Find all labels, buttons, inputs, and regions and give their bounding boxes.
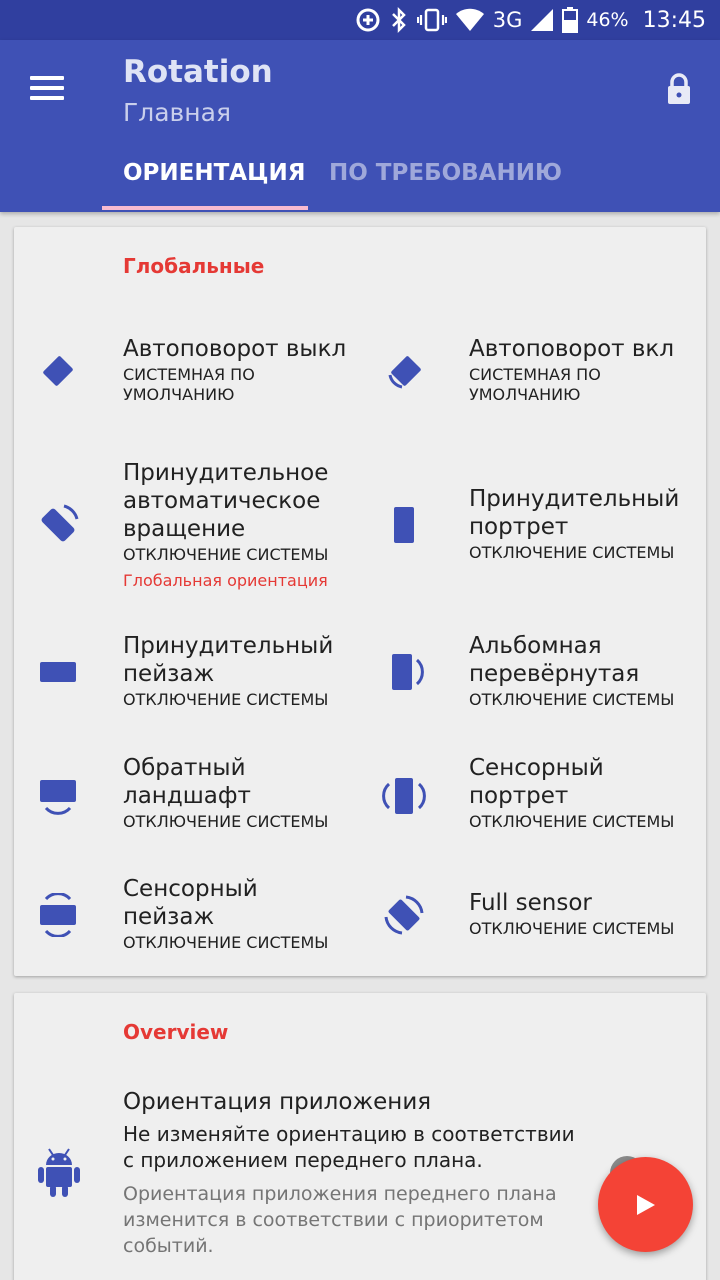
option-subtitle: СИСТЕМНАЯ ПО УМОЛЧАНИЮ [123, 365, 255, 404]
vibrate-icon [417, 7, 447, 33]
option-full-sensor[interactable] [360, 889, 700, 959]
option-forced-portrait[interactable] [360, 485, 700, 575]
sensor-portrait-icon [382, 774, 426, 818]
option-subtitle: ОТКЛЮЧЕНИЕ СИСТЕМЫ [469, 543, 675, 562]
bluetooth-icon [389, 6, 409, 34]
battery-level: 46% [586, 9, 629, 31]
app-orientation-title: Ориентация приложения [123, 1089, 432, 1115]
option-title: Принудительное автоматическое вращение [123, 460, 329, 542]
option-subtitle: СИСТЕМНАЯ ПО УМОЛЧАНИЮ [469, 365, 601, 404]
menu-icon[interactable] [30, 76, 64, 100]
wifi-icon [455, 8, 485, 32]
app-title: Rotation [123, 54, 273, 90]
app-orientation-description: Не изменяйте ориентацию в соответствии с приложением переднего плана. [123, 1122, 575, 1172]
option-note: Глобальная ориентация [123, 571, 328, 590]
clock: 13:45 [642, 7, 706, 33]
portrait-icon [382, 503, 426, 547]
option-reverse-landscape-alt[interactable] [14, 754, 354, 844]
full-sensor-icon [382, 893, 426, 937]
tab-orientation[interactable]: ОРИЕНТАЦИЯ [123, 160, 306, 186]
app-bar [0, 40, 720, 212]
status-bar [0, 0, 720, 40]
sensor-landscape-icon [36, 893, 80, 937]
option-title: Альбомная перевёрнутая [469, 633, 640, 687]
app-subtitle: Главная [123, 98, 231, 127]
reverse-landscape-alt-icon [36, 774, 80, 818]
option-title: Принудительный портрет [469, 486, 680, 540]
option-auto-rotate-off[interactable] [14, 327, 354, 427]
forced-auto-rotate-icon [36, 503, 80, 547]
option-title: Сенсорный портрет [469, 755, 604, 809]
global-card [14, 227, 706, 976]
auto-rotate-on-icon [382, 349, 426, 393]
network-type: 3G [492, 8, 523, 32]
option-sensor-landscape[interactable] [14, 875, 354, 965]
tab-on-demand[interactable]: ПО ТРЕБОВАНИЮ [329, 160, 562, 186]
option-forced-auto-rotate[interactable] [14, 459, 354, 599]
option-title: Full sensor [469, 890, 592, 916]
battery-icon [562, 7, 578, 33]
signal-icon [530, 8, 554, 32]
option-title: Сенсорный пейзаж [123, 876, 258, 930]
option-auto-rotate-on[interactable] [360, 327, 700, 427]
tab-indicator [102, 206, 308, 210]
auto-rotate-off-icon [36, 349, 80, 393]
option-sensor-portrait[interactable] [360, 754, 700, 844]
option-subtitle: ОТКЛЮЧЕНИЕ СИСТЕМЫ [123, 690, 329, 709]
option-title: Принудительный пейзаж [123, 633, 334, 687]
play-button[interactable] [598, 1157, 693, 1252]
section-title-global: Глобальные [123, 254, 265, 278]
option-reverse-landscape[interactable] [360, 632, 700, 722]
section-title-overview: Overview [123, 1020, 229, 1044]
option-title: Автоповорот вкл [469, 336, 675, 362]
option-subtitle: ОТКЛЮЧЕНИЕ СИСТЕМЫ [469, 812, 675, 831]
option-subtitle: ОТКЛЮЧЕНИЕ СИСТЕМЫ [123, 545, 329, 564]
lock-icon[interactable] [664, 73, 694, 105]
app-orientation-secondary: Ориентация приложения переднего плана изменится в соответствии с приоритетом событий. [123, 1183, 557, 1257]
option-subtitle: ОТКЛЮЧЕНИЕ СИСТЕМЫ [469, 690, 675, 709]
option-title: Обратный ландшафт [123, 755, 251, 809]
option-subtitle: ОТКЛЮЧЕНИЕ СИСТЕМЫ [469, 919, 675, 938]
reverse-landscape-icon [382, 650, 426, 694]
option-subtitle: ОТКЛЮЧЕНИЕ СИСТЕМЫ [123, 812, 329, 831]
landscape-icon [36, 650, 80, 694]
option-title: Автоповорот выкл [123, 336, 347, 362]
data-saver-icon [355, 7, 381, 33]
android-icon [38, 1147, 80, 1197]
overview-card [14, 993, 706, 1280]
option-forced-landscape[interactable] [14, 632, 354, 722]
option-subtitle: ОТКЛЮЧЕНИЕ СИСТЕМЫ [123, 933, 329, 952]
